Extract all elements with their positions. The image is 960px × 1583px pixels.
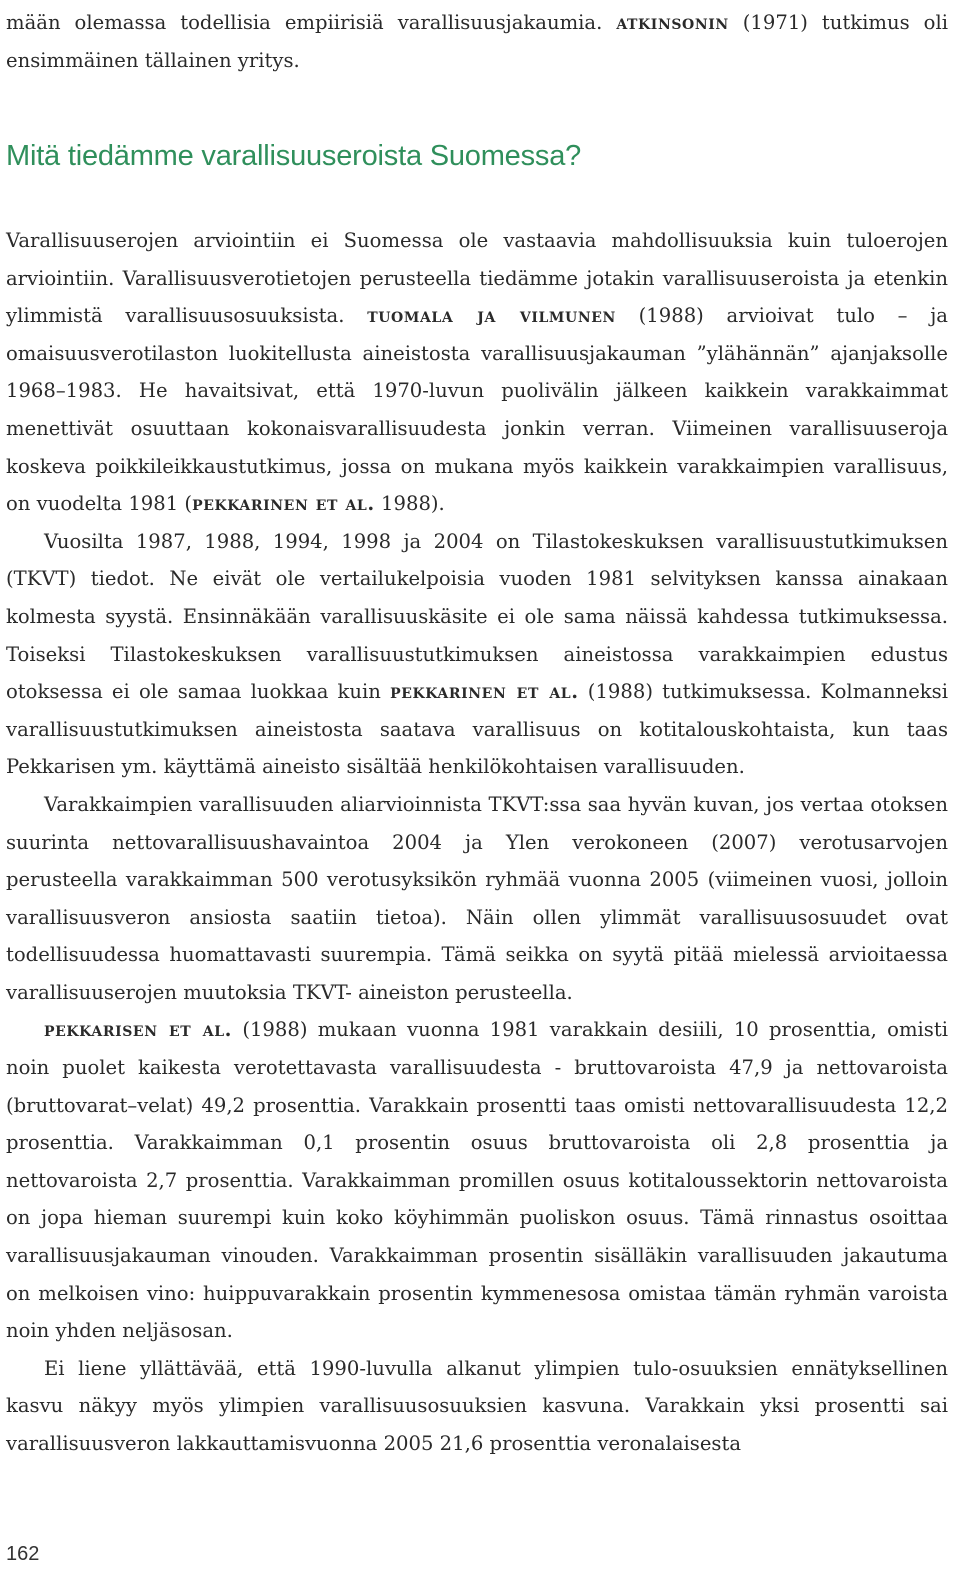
paragraph-2: [6, 523, 948, 786]
text-run: (1988) mukaan vuonna 1981 varakkain desiili, 10 prosenttia, omisti noin puolet kaikesta verotettavasta varallisuudesta - bruttovaroista 47,9 ja nettovaroista (bruttovarat–velat) 49,2 prosenttia. Varakkain prosentti taas omisti nettovarallisuudesta 12,2 prosenttia. Varakkaimman 0,1 prosentin osuus bruttovaroista oli 2,8 prosenttia ja nettovaroista 2,7 prosenttia. Varakkaimman promillen osuus kotitaloussektorin nettovaroista on jopa hieman suurempi kuin koko köyhimmän puoliskon osuus. Tämä rinnastus osoittaa varallisuusjakauman vinouden. Varakkaimman prosentin sisälläkin varallisuuden jakautuma on melkoisen vino: huippuvarakkain prosentin kymmenesosa omistaa tämän ryhmän varoista noin yhden neljäsosan.: [6, 1018, 948, 1343]
author-citation: pekkarinen et al.: [192, 492, 375, 516]
author-citation: tuomala ja vilmunen: [367, 304, 616, 328]
paragraph-4: [6, 1011, 948, 1349]
text-run: (1988) tutkimuksessa. Kolmanneksi varallisuustutkimuksen aineistosta saatava varallisuus on kotitalouskohtaista, kun taas Pekkarisen ym. käyttämä aineisto sisältää henkilökohtaisen varallisuuden.: [6, 680, 948, 779]
text-run: 1988).: [374, 492, 445, 516]
section-heading: Mitä tiedämme varallisuuseroista Suomessa?: [6, 140, 582, 172]
section-body: [6, 222, 948, 1463]
intro-paragraph: [6, 4, 948, 79]
text-run: (1971) tutkimus oli ensimmäinen tällainen yritys.: [6, 11, 948, 72]
author-citation: pekkarinen et al.: [390, 680, 579, 704]
text-run: Vuosilta 1987, 1988, 1994, 1998 ja 2004 on Tilastokeskuksen varallisuustutkimuksen (TKVT) tiedot. Ne eivät ole vertailukelpoisia vuoden 1981 selvityksen kanssa ainakaan kolmesta syystä. Ensinnäkään varallisuuskäsite ei ole sama näissä kahdessa tutkimuksessa. Toiseksi Tilastokeskuksen varallisuustutkimuksen aineistossa varakkaimpien edustus otoksessa ei ole samaa luokkaa kuin: [6, 529, 948, 704]
text-run: Ei liene yllättävää, että 1990-luvulla alkanut ylimpien tulo-osuuksien ennätyksellinen kasvu näkyy myös ylimpien varallisuusosuuksien kasvuna. Varakkain yksi prosentti sai varallisuusveron lakkauttamisvuonna 2005 21,6 prosenttia veronalaisesta: [6, 1356, 948, 1455]
text-run: Varallisuuserojen arviointiin ei Suomessa ole vastaavia mahdollisuuksia kuin tuloerojen arviointiin. Varallisuusverotietojen perusteella tiedämme jotakin varallisuuseroista ja etenkin ylimmistä varallisuusosuuksista.: [6, 229, 948, 328]
text-run: (1988) arvioivat tulo – ja omaisuusverotilaston luokitellusta aineistosta varallisuusjakauman ”ylähännän” ajanjaksolle 1968–1983. He havaitsivat, että 1970-luvun puolivälin jälkeen kaikkein varakkaimmat menettivät osuuttaan kokonaisvarallisuudesta jonkin verran. Viimeinen varallisuuseroja koskeva poikkileikkaustutkimus, jossa on mukana myös kaikkein varakkaimpien varallisuus, on vuodelta 1981 (: [6, 304, 948, 516]
document-page: [6, 0, 948, 1455]
page-number: 162: [6, 1543, 40, 1565]
paragraph-5: [6, 1350, 948, 1463]
author-citation: atkinsonin: [616, 11, 729, 34]
paragraph-3: [6, 786, 948, 1012]
text-run: Varakkaimpien varallisuuden aliarvioinnista TKVT:ssa saa hyvän kuvan, jos vertaa otoksen suurinta nettovarallisuushavaintoa 2004 ja Ylen verokoneen (2007) verotusarvojen perusteella varakkaimman 500 verotusyksikön ryhmää vuonna 2005 (viimeinen vuosi, jolloin varallisuusveron ansiosta saatiin tietoa). Näin ollen ylimmät varallisuusosuudet ovat todellisuudessa huomattavasti suurempia. Tämä seikka on syytä pitää mielessä arvioitaessa varallisuuserojen muutoksia TKVT- aineiston perusteella.: [6, 792, 948, 1004]
text-run: mään olemassa todellisia empiirisiä varallisuusjakaumia.: [6, 11, 617, 34]
author-citation: pekkarisen et al.: [44, 1018, 233, 1042]
paragraph-1: [6, 222, 948, 523]
